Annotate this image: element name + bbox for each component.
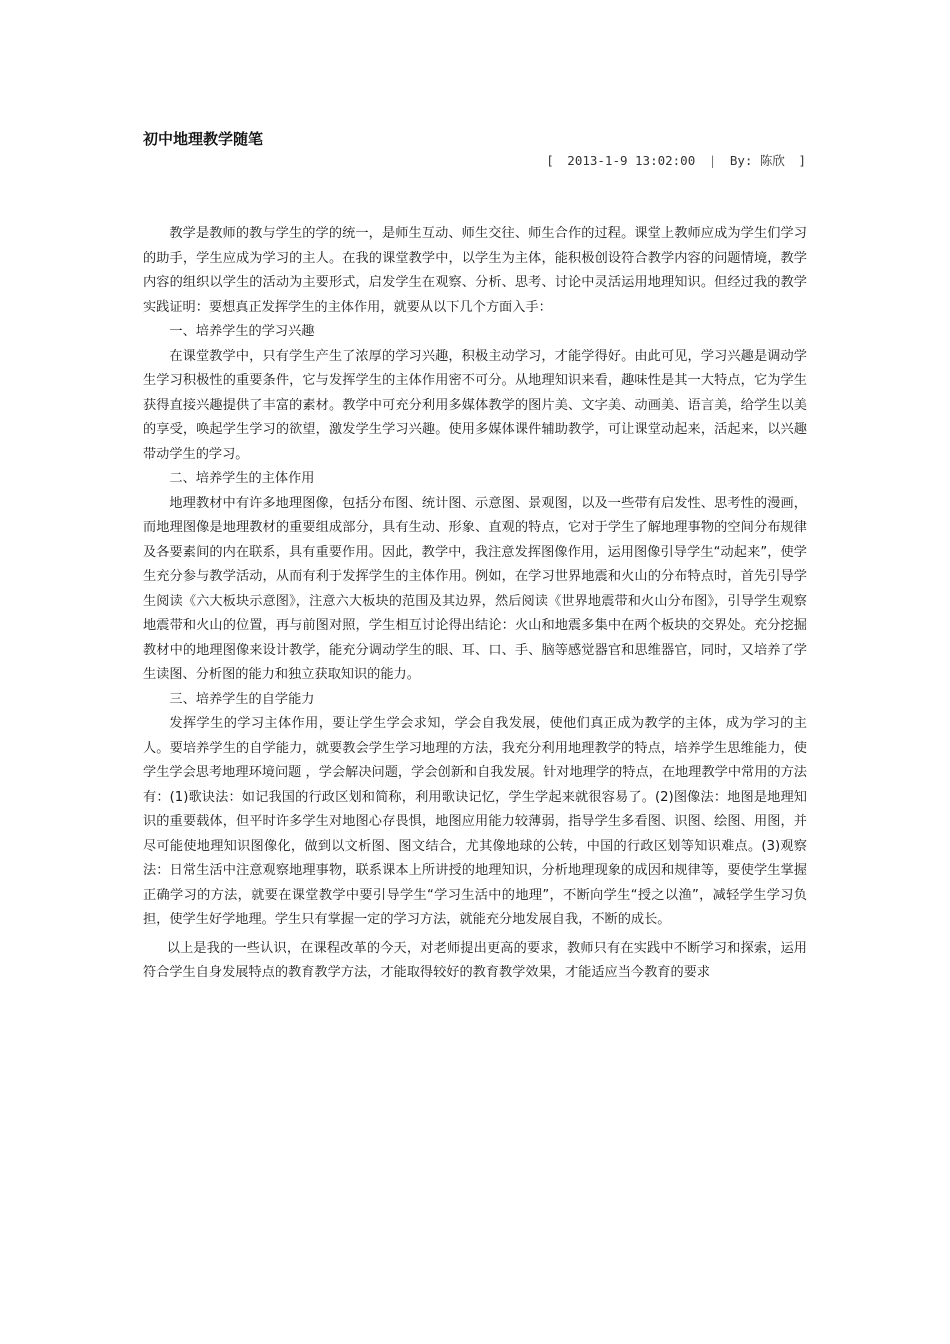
meta-close-bracket: ] [798, 153, 806, 168]
article-title: 初中地理教学随笔 [143, 130, 264, 148]
section-paragraph-2: 地理教材中有许多地理图像，包括分布图、统计图、示意图、景观图，以及一些带有启发性、思考性的漫画，而地理图像是地理教材的重要组成部分，具有生动、形象、直观的特点，它对于学生了解地理事物的空间分布规律及各要素间的内在联系，具有重要作用。因此，教学中，我注意发挥图像作用，运用图像引导学生“动起来”，使学生充分参与教学活动，从而有利于发挥学生的主体作用。例如，在学习世界地震和火山的分布特点时，首先引导学生阅读《六大板块示意图》，注意六大板块的范围及其边界，然后阅读《世界地震带和火山分布图》，引导学生观察地震带和火山的位置，再与前图对照，学生相互讨论得出结论：火山和地震多集中在两个板块的交界处。充分挖掘教材中的地理图像来设计教学，能充分调动学生的眼、耳、口、手、脑等感觉器官和思维器官，同时，又培养了学生读图、分析图的能力和独立获取知识的能力。 [143, 495, 807, 682]
author-byline: By: 陈欣 [729, 153, 785, 168]
article-meta [546, 151, 806, 169]
intro-paragraph: 教学是教师的教与学生的学的统一，是师生互动、师生交往、师生合作的过程。课堂上教师应成为学生们学习的助手，学生应成为学习的主人。在我的课堂教学中，以学生为主体，能积极创设符合教学内容的问题情境，教学内容的组织以学生的活动为主要形式，启发学生在观察、分析、思考、讨论中灵活运用地理知识。但经过我的教学实践证明：要想真正发挥学生的主体作用，就要从以下几个方面入手： [143, 226, 807, 315]
section-paragraph-1: 在课堂教学中，只有学生产生了浓厚的学习兴趣，积极主动学习，才能学得好。由此可见，学习兴趣是调动学生学习积极性的重要条件，它与发挥学生的主体作用密不可分。从地理知识来看，趣味性是其一大特点，它为学生获得直接兴趣提供了丰富的素材。教学中可充分利用多媒体教学的图片美、文字美、动画美、语言美，给学生以美的享受，唤起学生学习的欲望，激发学生学习兴趣。使用多媒体课件辅助教学，可让课堂动起来，活起来，以兴趣带动学生的学习。 [143, 348, 807, 462]
meta-open-bracket: [ [546, 153, 554, 168]
section-heading-2: 二、培养学生的主体作用 [169, 471, 315, 486]
meta-separator: | [708, 153, 717, 168]
section-paragraph-3: 发挥学生的学习主体作用，要让学生学会求知，学会自我发展，使他们真正成为教学的主体，成为学习的主人。要培养学生的自学能力，就要教会学生学习地理的方法，我充分利用地理教学的特点，培养学生思维能力，使学生学会思考地理环境问题 ，学会解决问题，学会创新和自我发展。针对地理学的特点，在地理教学中常用的方法有：(1)歌诀法：如记我国的行政区划和简称，利用歌诀记忆，学生学起来就很容易了。(2)图像法：地图是地理知识的重要载体，但平时许多学生对地图心存畏惧，地图应用能力较薄弱，指导学生多看图、识图、绘图、用图，并尽可能使地理知识图像化，做到以文析图、图文结合，尤其像地球的公转，中国的行政区划等知识难点。(3)观察法：日常生活中注意观察地理事物，联系课本上所讲授的地理知识，分析地理现象的成因和规律等，要使学生掌握正确学习的方法，就要在课堂教学中要引导学生“学习生活中的地理”，不断向学生“授之以渔”，减轻学生学习负担，使学生好学地理。学生只有掌握一定的学习方法，就能充分地发展自我，不断的成长。 [143, 716, 807, 927]
section-heading-1: 一、培养学生的学习兴趣 [169, 324, 315, 339]
closing-paragraph: 以上是我的一些认识，在课程改革的今天，对老师提出更高的要求，教师只有在实践中不断学习和探索，运用符合学生自身发展特点的教育教学方法，才能取得较好的教育教学效果，才能适应当今教育的要求 [143, 940, 807, 980]
publish-date: 2013-1-9 13:02:00 [567, 153, 696, 168]
article-body [143, 222, 807, 986]
section-heading-3: 三、培养学生的自学能力 [169, 691, 315, 707]
